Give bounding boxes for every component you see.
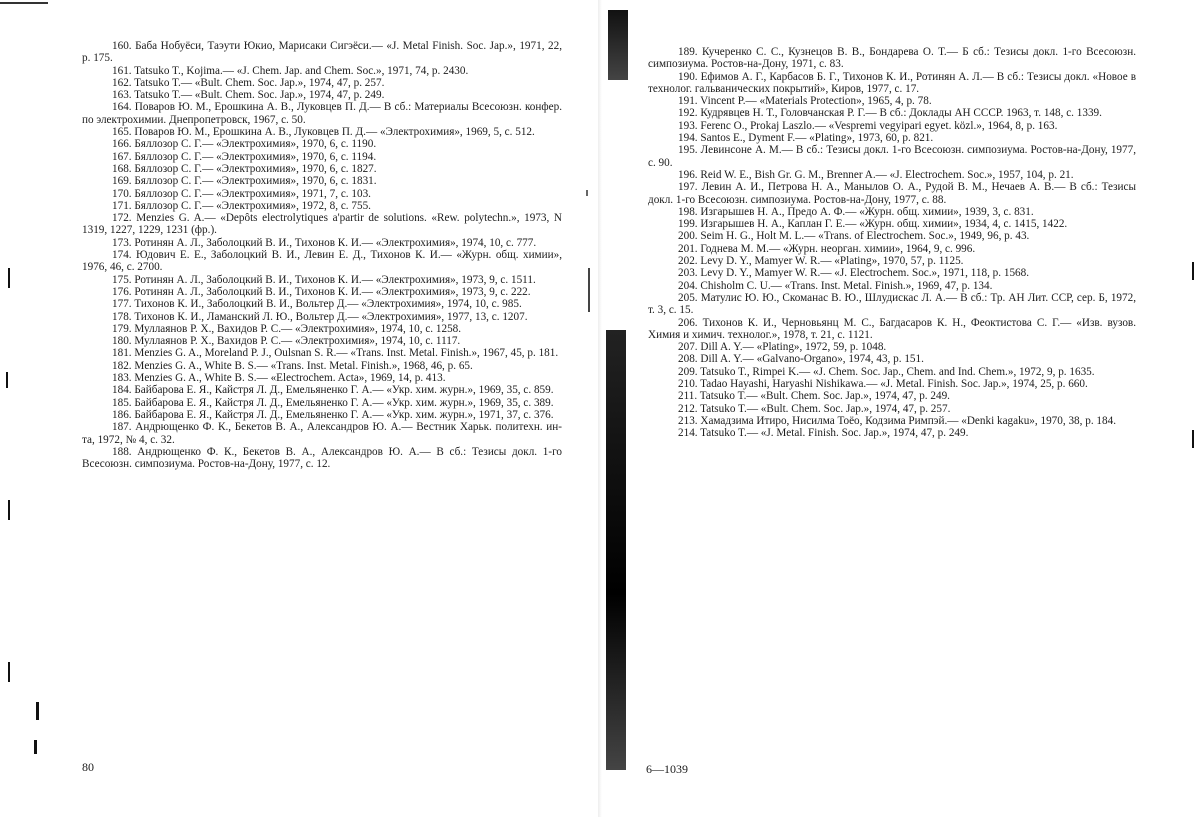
reference-entry: 165. Поваров Ю. М., Ерошкина А. В., Луковцев П. Д.— «Электрохимия», 1969, 5, с. 512. [112, 126, 535, 139]
reference-entry: 199. Изгарышев Н. А., Каплан Г. Е.— «Журн. общ. химии», 1934, 4, с. 1415, 1422. [678, 218, 1068, 231]
reference-entry: 160. Баба Нобуёси, Таэути Юкио, Марисаки Сигэёси.— «J. Metal Finish. Soc. Jap.», 1971, 22, p. 175. [82, 40, 562, 65]
reference-entry: 197. Левин А. И., Петрова Н. А., Манылов О. А., Рудой В. М., Нечаев А. В.— В сб.: Тезисы докл. 1-го Всесоюзн. симпозиума. Ростов-на-Дону, 1977, с. 88. [648, 181, 1136, 206]
reference-entry: 203. Levy D. Y., Mamyer W. R.— «J. Electrochem. Soc.», 1971, 118, p. 1568. [678, 267, 1030, 280]
scan-mark [8, 268, 10, 288]
reference-entry: 184. Байбарова Е. Я., Кайстря Л. Д., Емельяненко Г. А.— «Укр. хим. журн.», 1969, 35, с. 859. [112, 384, 554, 397]
reference-entry: 164. Поваров Ю. М., Ерошкина А. В., Луковцев П. Д.— В сб.: Материалы Всесоюзн. конфер. по электрохимии. Днепропетровск, 1967, с. 50. [82, 101, 562, 126]
reference-entry: 161. Tatsuko T., Kojima.— «J. Chem. Jap. and Chem. Soc.», 1971, 74, p. 2430. [112, 64, 469, 77]
scan-mark [1192, 262, 1194, 280]
reference-entry: 172. Menzies G. A.— «Depôts electrolytiques a'partir de solutions. «Rew. polytechn.», 1973, N 1319, 1227, 1229, 1231 (фр.). [82, 212, 562, 237]
reference-entry: 210. Tadao Hayashi, Haryashi Nishikawa.— «J. Metal. Finish. Soc. Jap.», 1974, 25, p. 660. [678, 378, 1088, 391]
reference-entry: 211. Tatsuko T.— «Bult. Chem. Soc. Jap.», 1974, 47, p. 249. [678, 390, 950, 403]
scan-shadow-middle [606, 330, 626, 770]
scan-mark [36, 702, 39, 720]
reference-entry: 191. Vincent P.— «Materials Protection», 1965, 4, p. 78. [678, 95, 932, 108]
reference-entry: 192. Кудрявцев Н. Т., Головчанская Р. Г.— В сб.: Доклады АН СССР. 1963, т. 148, с. 1339. [678, 107, 1102, 120]
reference-entry: 186. Байбарова Е. Я., Кайстря Л. Д., Емельяненко Г. А.— «Укр. хим. журн.», 1971, 37, с. 376. [112, 408, 554, 421]
reference-entry: 173. Ротинян А. Л., Заболоцкий В. И., Тихонов К. И.— «Электрохимия», 1974, 10, с. 777. [112, 236, 537, 249]
reference-entry: 200. Seim H. G., Holt M. L.— «Trans. of Electrochem. Soc.», 1949, 96, p. 43. [678, 230, 1030, 243]
reference-entry: 185. Байбарова Е. Я., Кайстря Л. Д., Емельяненко Г. А.— «Укр. хим. журн.», 1969, 35, с. 389. [112, 396, 554, 409]
reference-entry: 170. Бяллозор С. Г.— «Электрохимия», 1971, 7, с. 103. [112, 187, 371, 200]
left-reference-list [82, 40, 562, 470]
reference-entry: 212. Tatsuko T.— «Bult. Chem. Soc. Jap.», 1974, 47, p. 257. [678, 402, 951, 415]
scan-mark [0, 2, 48, 4]
reference-entry: 169. Бяллозор С. Г.— «Электрохимия», 1970, 6, с. 1831. [112, 175, 377, 188]
reference-entry: 213. Хамадзима Итиро, Нисилма Тоёо, Кодзима Римпэй.— «Denki kagaku», 1970, 38, p. 184. [678, 414, 1116, 427]
reference-entry: 183. Menzies G. A., White B. S.— «Electrochem. Acta», 1969, 14, p. 413. [112, 372, 446, 385]
right-page-number: 6—1039 [646, 762, 688, 776]
reference-entry: 204. Chisholm C. U.— «Trans. Inst. Metal. Finish.», 1969, 47, p. 134. [678, 279, 993, 292]
scan-mark [34, 740, 37, 754]
reference-entry: 168. Бяллозор С. Г.— «Электрохимия», 1970, 6, с. 1827. [112, 162, 377, 175]
scan-mark [1192, 430, 1194, 448]
reference-entry: 214. Tatsuko T.— «J. Metal. Finish. Soc. Jap.», 1974, 47, p. 249. [678, 427, 969, 440]
reference-entry: 180. Муллаянов Р. Х., Вахидов Р. С.— «Электрохимия», 1974, 10, с. 1117. [112, 335, 461, 348]
reference-entry: 182. Menzies G. A., White B. S.— «Trans. Inst. Metal. Finish.», 1968, 46, p. 65. [112, 359, 473, 372]
reference-entry: 178. Тихонов К. И., Ламанский Л. Ю., Вольтер Д.— «Электрохимия», 1977, 13, с. 1207. [112, 310, 528, 323]
reference-entry: 202. Levy D. Y., Mamyer W. R.— «Plating», 1970, 57, p. 1125. [678, 255, 964, 268]
reference-entry: 174. Юдович Е. Е., Заболоцкий В. И., Левин Е. Д., Тихонов К. И.— «Журн. общ. химии», 1976, 46, с. 2700. [82, 249, 562, 274]
reference-entry: 187. Андрющенко Ф. К., Бекетов В. А., Александров Ю. А.— Вестник Харьк. политехн. ин-та, 1972, № 4, с. 32. [82, 421, 562, 446]
reference-entry: 162. Tatsuko T.— «Bult. Chem. Soc. Jap.», 1974, 47, p. 257. [112, 76, 385, 89]
reference-entry: 205. Матулис Ю. Ю., Скоманас В. Ю., Шлудискас Л. А.— В сб.: Тр. АН Лит. ССР, сер. Б, 1972, т. 3, с. 15. [648, 291, 1136, 317]
reference-entry: 198. Изгарышев Н. А., Предо А. Ф.— «Журн. общ. химии», 1939, 3, с. 831. [678, 205, 1034, 218]
scan-mark [588, 268, 590, 312]
reference-entry: 166. Бяллозор С. Г.— «Электрохимия», 1970, 6, с. 1190. [112, 138, 377, 151]
reference-entry: 196. Reid W. E., Bish Gr. G. M., Brenner A.— «J. Electrochem. Soc.», 1957, 104, p. 21. [678, 168, 1074, 181]
reference-entry: 195. Левинсоне А. М.— В сб.: Тезисы докл. 1-го Всесоюзн. симпозиума. Ростов-на-Дону, 1977, с. 90. [648, 144, 1136, 169]
reference-entry: 176. Ротинян А. Л., Заболоцкий В. И., Тихонов К. И.— «Электрохимия», 1973, 9, с. 222. [112, 285, 531, 298]
reference-entry: 188. Андрющенко Ф. К., Бекетов В. А., Александров Ю. А.— В сб.: Тезисы докл. 1-го Всесоюзн. симпозиума. Ростов-на-Дону, 1977, с. 12. [82, 445, 562, 471]
left-page-number: 80 [82, 760, 94, 774]
reference-entry: 171. Бяллозор С. Г.— «Электрохимия», 1972, 8, с. 755. [112, 199, 371, 212]
reference-entry: 193. Ferenc O., Prokaj Laszlo.— «Vespremi vegyipari egyet. közl.», 1964, 8, p. 163. [678, 119, 1058, 132]
reference-entry: 189. Кучеренко С. С., Кузнецов В. В., Бондарева О. Т.— Б сб.: Тезисы докл. 1-го Всесоюзн. симпозиума. Ростов-на-Дону, 1971, с. 83. [648, 46, 1136, 71]
reference-entry: 177. Тихонов К. И., Заболоцкий В. И., Вольтер Д.— «Электрохимия», 1974, 10, с. 985. [112, 298, 522, 311]
reference-entry: 209. Tatsuko T., Rimpei K.— «J. Chem. Soc. Jap., Chem. and Ind. Chem.», 1972, 9, p. 1635. [678, 365, 1095, 378]
scan-mark [8, 500, 10, 520]
reference-entry: 175. Ротинян А. Л., Заболоцкий В. И., Тихонов К. И.— «Электрохимия», 1973, 9, с. 1511. [112, 273, 536, 286]
reference-entry: 206. Тихонов К. И., Черновьянц М. С., Багдасаров К. Н., Феоктистова С. Г.— «Изв. вузов. Химия и химич. технолог.», 1978, т. 21, с. 1121. [648, 316, 1136, 341]
reference-entry: 163. Tatsuko T.— «Bult. Chem. Soc. Jap.», 1974, 47, p. 249. [112, 89, 385, 102]
reference-entry: 190. Ефимов А. Г., Карбасов Б. Г., Тихонов К. И., Ротинян А. Л.— В сб.: Тезисы докл. «Новое в технолог. гальванических покрытий», Киров, 1977, с. 17. [648, 70, 1136, 95]
scan-mark [586, 190, 588, 196]
reference-entry: 181. Menzies G. A., Moreland P. J., Oulsnan S. R.— «Trans. Inst. Metal. Finish.», 1967, 45, p. 181. [112, 347, 559, 360]
reference-entry: 208. Dill A. Y.— «Galvano-Organo», 1974, 43, p. 151. [678, 353, 924, 366]
reference-entry: 201. Годнева М. М.— «Журн. неорган. химии», 1964, 9, с. 996. [678, 242, 976, 255]
reference-entry: 207. Dill A. Y.— «Plating», 1972, 59, p. 1048. [678, 341, 887, 354]
reference-entry: 194. Santos E., Dyment F.— «Plating», 1973, 60, p. 821. [678, 132, 934, 145]
scan-shadow-top [608, 10, 628, 80]
right-page [600, 0, 1200, 817]
scan-mark [6, 372, 8, 388]
right-reference-list [648, 46, 1136, 440]
scan-mark [8, 662, 10, 682]
reference-entry: 167. Бяллозор С. Г.— «Электрохимия», 1970, 6, с. 1194. [112, 150, 377, 163]
reference-entry: 179. Муллаянов Р. Х., Вахидов Р. С.— «Электрохимия», 1974, 10, с. 1258. [112, 322, 462, 335]
